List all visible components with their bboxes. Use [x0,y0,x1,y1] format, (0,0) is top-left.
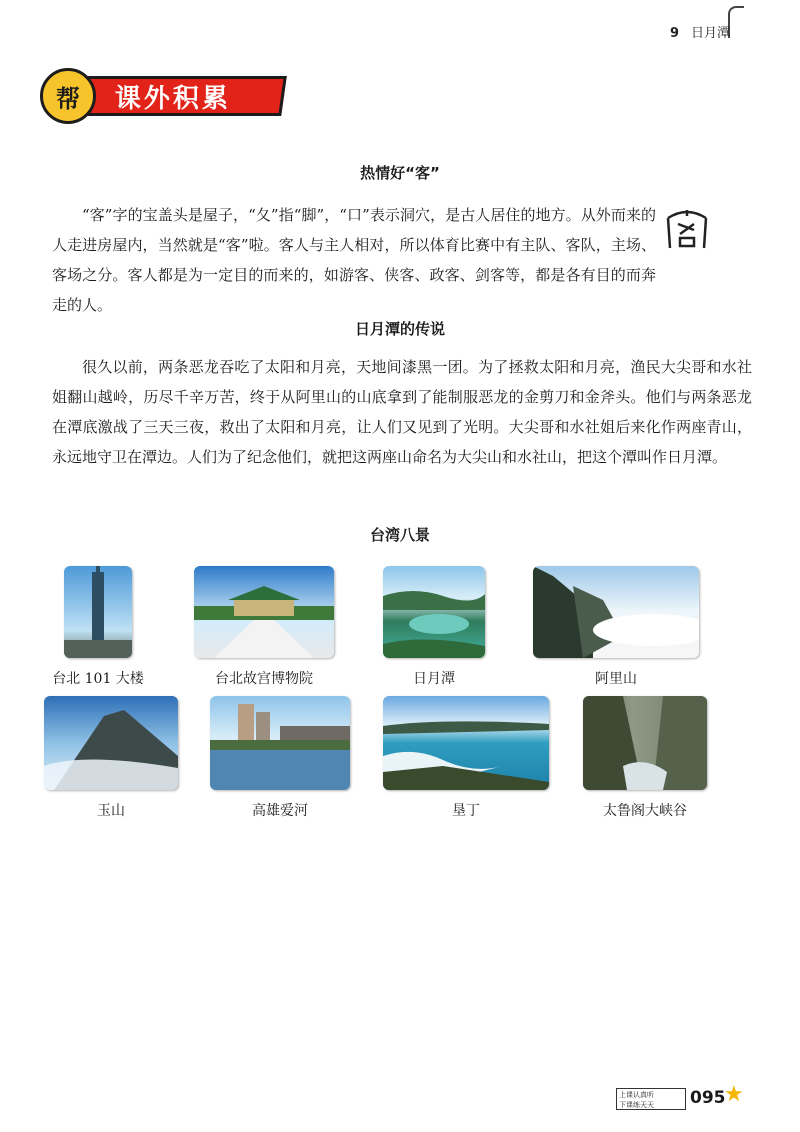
unit-number: 9 [669,26,679,41]
lesson-title: 日月潭 [690,26,730,41]
section-banner [40,68,284,124]
footer-slogan-line2: 下课练天天 [619,1101,654,1109]
caption-palace-museum: 台北故宫博物院 [215,671,313,687]
caption-taroko-gorge: 太鲁阁大峡谷 [603,803,687,819]
yushan-photo [44,696,178,790]
caption-kenting: 垦丁 [452,803,480,819]
sun-moon-lake-photo [383,566,485,658]
banner-bar [79,76,287,116]
section-title-ke: 热情好“客” [360,164,440,182]
footer-slogan [616,1088,686,1110]
footer-slogan-line1: 上课认真听 [619,1091,654,1099]
ancient-ke-glyph-icon [664,204,710,252]
love-river-photo [210,696,350,790]
page-corner-mark [728,6,744,38]
caption-alishan: 阿里山 [595,671,637,687]
banner-badge: 帮 [40,68,96,124]
page-footer [616,1082,746,1112]
taroko-gorge-photo [583,696,707,790]
caption-sun-moon-lake: 日月潭 [413,671,455,687]
caption-love-river: 高雄爱河 [252,803,308,819]
section-title-scenery: 台湾八景 [369,526,430,544]
caption-taipei-101: 台北 101 大楼 [52,671,144,687]
palace-museum-photo [194,566,334,658]
banner-title: 课外积累 [115,83,232,114]
caption-yushan: 玉山 [97,803,125,819]
paragraph-legend: 很久以前，两条恶龙吞吃了太阳和月亮，天地间漆黑一团。为了拯救太阳和月亮，渔民大尖哥和水社姐翻山越岭，历尽千辛万苦，终于从阿里山的山底拿到了能制服恶龙的金剪刀和金斧头。他们与两条恶龙在潭底激战了三天三夜，救出了太阳和月亮，让人们又见到了光明。大尖哥和水社姐后来化作两座青山，永远地守卫在潭边。人们为了纪念他们，就把这两座山命名为大尖山和水社山，把这个潭叫作日月潭。 [52,358,752,466]
paragraph-ke: “客”字的宝盖头是屋子，“夂”指“脚”，“口”表示洞穴，是古人居住的地方。从外而来的人走进房屋内，当然就是“客”啦。客人与主人相对，所以体育比赛中有主队、客队，主场、客场之分。客人都是为一定目的而来的，如游客、侠客、政客、剑客等，都是各有目的而奔走的人。 [52,206,656,314]
kenting-photo [383,696,549,790]
taipei-101-photo [64,566,132,658]
running-header [670,22,730,41]
alishan-photo [533,566,699,658]
section-title-legend: 日月潭的传说 [354,320,445,338]
page-number: 095 [690,1088,726,1108]
star-icon: ★ [724,1082,744,1107]
